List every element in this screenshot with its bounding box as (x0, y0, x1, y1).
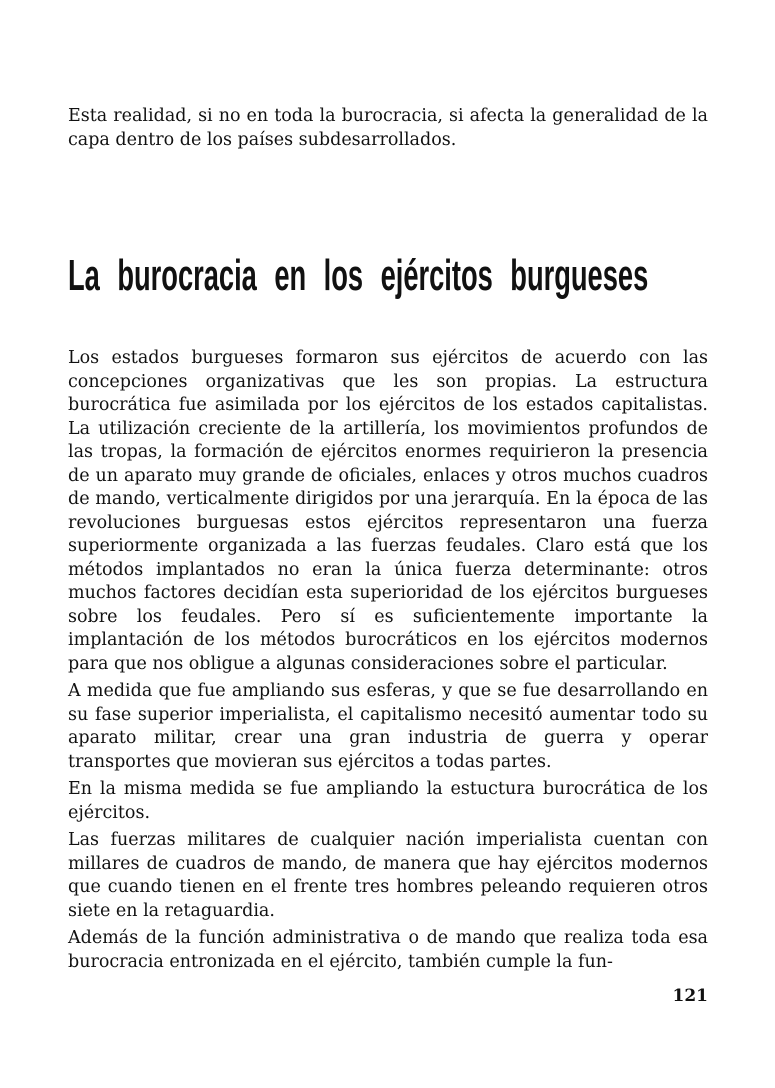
body-paragraph-2: A medida que fue ampliando sus esferas, y que se fue desarrollando en su fase superior imperialista, el capitalismo necesitó aumentar todo su aparato militar, crear una gran industria de guerra y operar transportes que movieran sus ejércitos a todas partes. (68, 681, 708, 772)
chapter-body (68, 347, 708, 978)
body-paragraph-3: En la misma medida se fue ampliando la estuctura burocrática de los ejércitos. (68, 779, 708, 823)
intro-paragraph: Esta realidad, si no en toda la burocracia, si afecta la generalidad de la capa dentro de los países subdesarrollados. (68, 106, 708, 150)
page-number: 121 (672, 986, 708, 1006)
chapter-title: La burocracia en los ejércitos burgueses (68, 251, 649, 300)
body-paragraph-1: Los estados burgueses formaron sus ejércitos de acuerdo con las concepciones organizativas que les son propias. La estructura burocrática fue asimilada por los ejércitos de los estados capitalistas. La utilización creciente de la artillería, los movimientos profundos de las tropas, la formación de ejércitos enormes requirieron la presencia de un aparato muy grande de oficiales, enlaces y otros muchos cuadros de mando, verticalmente dirigidos por una jerarquía. En la época de las revoluciones burguesas estos ejércitos representaron una fuerza superiormente organizada a las fuerzas feudales. Claro está que los métodos implantados no eran la única fuerza determinante: otros muchos factores decidían esta superioridad de los ejércitos burgueses sobre los feudales. Pero sí es suficientemente importante la implantación de los métodos burocráticos en los ejércitos modernos para que nos obligue a algunas consideraciones sobre el particular. (68, 348, 708, 674)
body-paragraph-5: Además de la función administrativa o de mando que realiza toda esa burocracia entronizada en el ejército, también cumple la fun- (68, 928, 708, 972)
body-paragraph-4: Las fuerzas militares de cualquier nación imperialista cuentan con millares de cuadros de mando, de manera que hay ejércitos modernos que cuando tienen en el frente tres hombres peleando requieren otros siete en la retaguardia. (68, 830, 708, 921)
book-page (68, 0, 708, 1088)
